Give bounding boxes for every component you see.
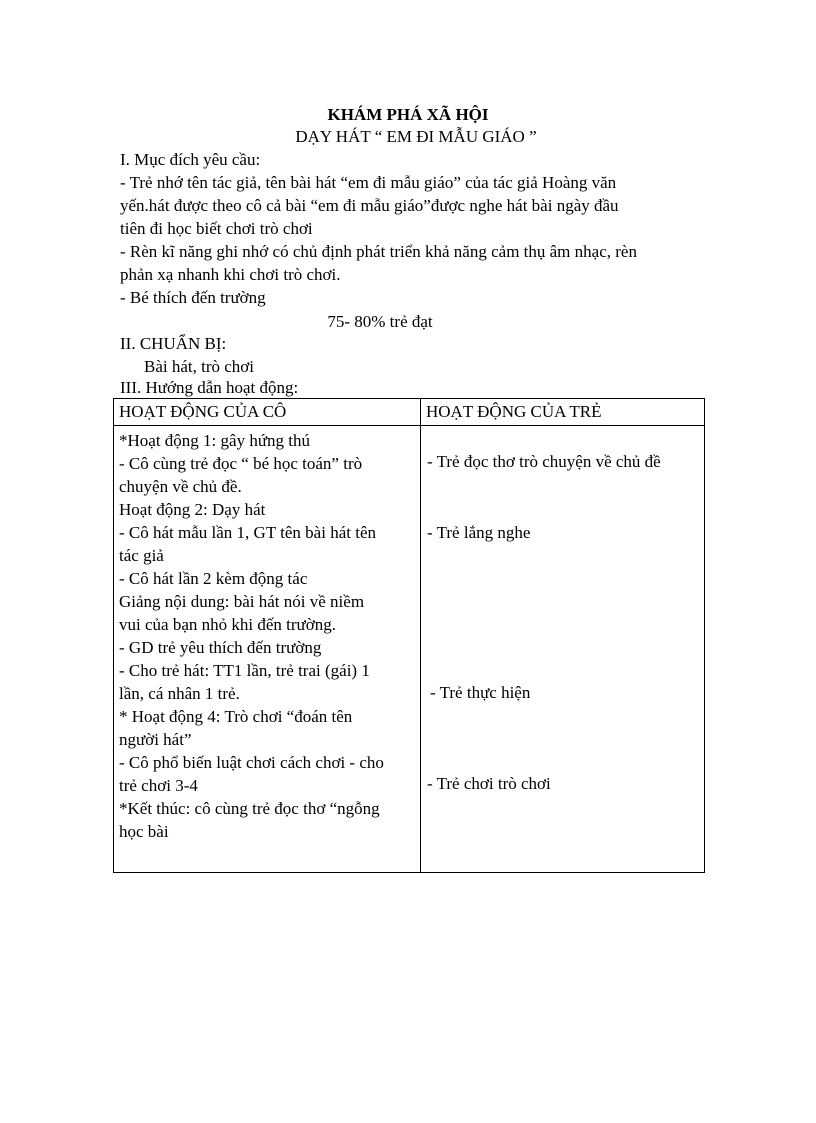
document-title: KHÁM PHÁ XÃ HỘI: [327, 105, 489, 124]
teacher-line: vui của bạn nhỏ khi đến trường.: [119, 615, 336, 634]
teacher-line: - Cho trẻ hát: TT1 lần, trẻ trai (gái) 1: [119, 661, 370, 680]
paragraph-line: - Rèn kĩ năng ghi nhớ có chủ định phát triển khả năng cảm thụ âm nhạc, rèn: [120, 242, 637, 261]
teacher-line: - Cô hát lần 2 kèm động tác: [119, 569, 308, 588]
child-line: - Trẻ đọc thơ trò chuyện về chủ đề: [427, 452, 661, 471]
activities-table: [113, 398, 705, 873]
teacher-line: tác giả: [119, 546, 164, 565]
teacher-line: - GD trẻ yêu thích đến trường: [119, 638, 322, 657]
paragraph-line: - Bé thích đến trường: [120, 288, 266, 307]
teacher-line: học bài: [119, 822, 169, 841]
teacher-line: * Hoạt động 4: Trò chơi “đoán tên: [119, 707, 353, 726]
teacher-line: *Hoạt động 1: gây hứng thú: [119, 431, 311, 450]
paragraph-line: yến.hát được theo cô cả bài “em đi mẫu giáo”được nghe hát bài ngày đầu: [120, 196, 619, 215]
teacher-line: người hát”: [119, 730, 192, 749]
teacher-line: trẻ chơi 3-4: [119, 776, 198, 795]
document-subtitle: DẠY HÁT “ EM ĐI MẪU GIÁO ”: [295, 127, 537, 146]
section2-item: Bài hát, trò chơi: [144, 357, 255, 376]
paragraph-line: phản xạ nhanh khi chơi trò chơi.: [120, 265, 341, 284]
child-line: - Trẻ lắng nghe: [427, 523, 531, 542]
teacher-activities-cell: [114, 426, 421, 873]
teacher-line: - Cô phổ biến luật chơi cách chơi - cho: [119, 753, 384, 772]
child-line: - Trẻ chơi trò chơi: [427, 774, 551, 793]
section1-heading: I. Mục đích yêu cầu:: [120, 150, 261, 169]
header-child: HOẠT ĐỘNG CỦA TRẺ: [421, 399, 705, 426]
child-line: - Trẻ thực hiện: [430, 683, 531, 702]
teacher-line: chuyện về chủ đề.: [119, 477, 242, 496]
teacher-line: lần, cá nhân 1 trẻ.: [119, 684, 240, 703]
child-activities-cell: [421, 426, 705, 873]
section2-heading: II. CHUẨN BỊ:: [120, 334, 227, 353]
table-header-row: [114, 399, 705, 426]
teacher-line: *Kết thúc: cô cùng trẻ đọc thơ “ngỗng: [119, 799, 380, 818]
teacher-line: Giảng nội dung: bài hát nói về niềm: [119, 592, 365, 611]
header-teacher: HOẠT ĐỘNG CỦA CÔ: [114, 399, 421, 426]
section3-heading: III. Hướng dẫn hoạt động:: [120, 378, 299, 397]
teacher-line: Hoạt động 2: Dạy hát: [119, 500, 266, 519]
paragraph-line: - Trẻ nhớ tên tác giả, tên bài hát “em đi mẫu giáo” của tác giả Hoàng văn: [120, 173, 617, 192]
teacher-line: - Cô hát mẫu lần 1, GT tên bài hát tên: [119, 523, 376, 542]
table-row: [114, 426, 705, 873]
target-note: 75- 80% trẻ đạt: [327, 312, 433, 331]
paragraph-line: tiên đi học biết chơi trò chơi: [120, 219, 313, 238]
teacher-line: - Cô cùng trẻ đọc “ bé học toán” trò: [119, 454, 363, 473]
